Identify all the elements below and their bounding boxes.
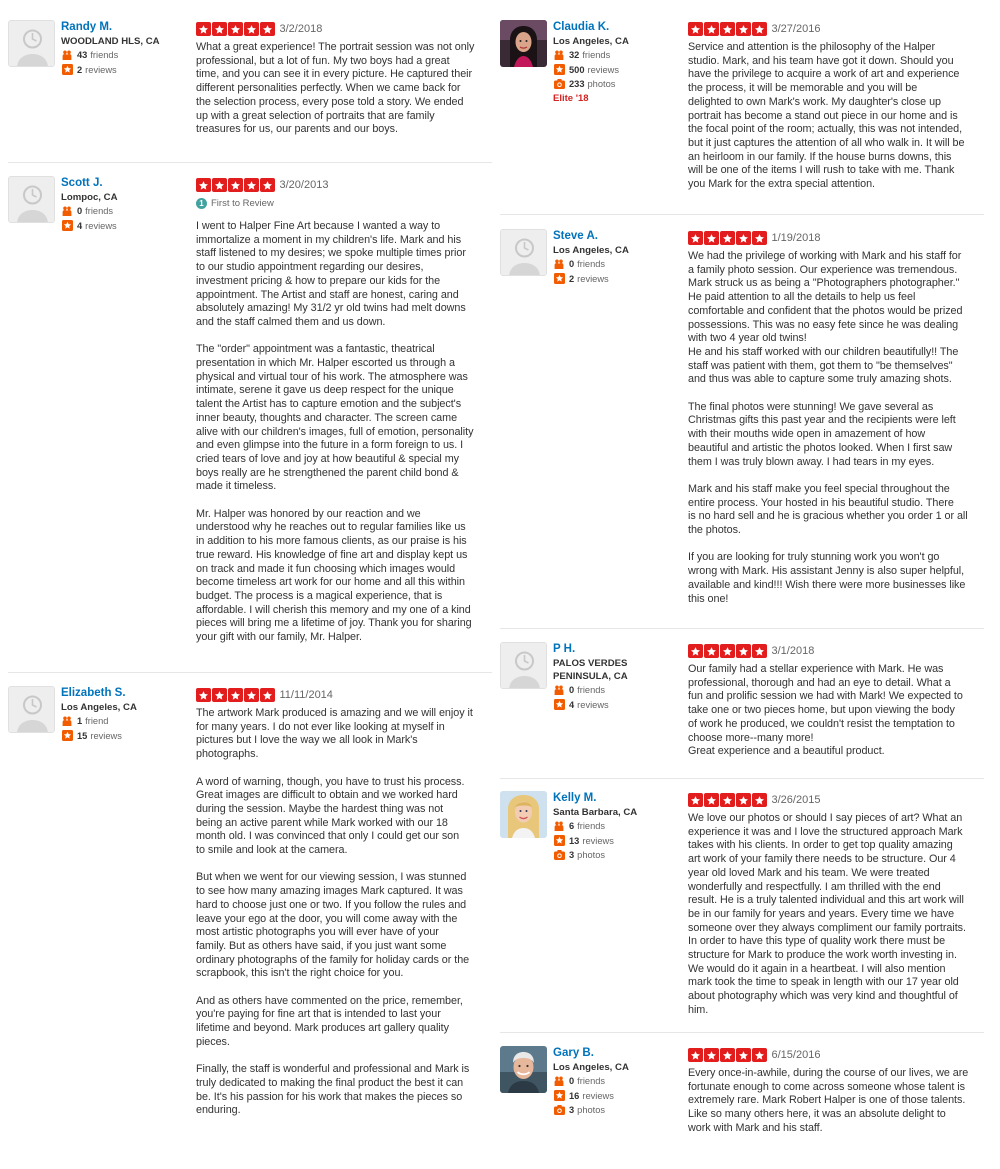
reviews-star-icon xyxy=(553,699,565,710)
user-location: Los Angeles, CA xyxy=(61,702,137,713)
user-avatar[interactable] xyxy=(8,20,55,67)
friends-stat-label: friends xyxy=(577,685,606,695)
user-avatar[interactable] xyxy=(500,1046,547,1093)
friends-stat xyxy=(61,714,196,729)
photos-stat-count: 3 xyxy=(569,1105,575,1116)
friends-stat xyxy=(61,48,196,63)
user-info xyxy=(553,791,688,863)
user-name-link[interactable]: Steve A. xyxy=(553,230,598,242)
star-icon xyxy=(260,178,275,193)
photos-stat xyxy=(553,848,688,863)
friends-stat-label: friends xyxy=(90,50,119,60)
review-divider xyxy=(500,214,984,215)
friends-stat-count: 0 xyxy=(569,685,575,695)
user-info xyxy=(553,229,688,286)
photos-stat-label: photos xyxy=(587,79,616,90)
user-avatar[interactable] xyxy=(8,686,55,733)
rating-row xyxy=(688,1046,984,1064)
review-date: 3/2/2018 xyxy=(279,23,323,35)
camera-icon xyxy=(553,850,565,860)
reviews-star-icon xyxy=(553,64,565,75)
friends-stat-label: friend xyxy=(85,716,109,726)
star-icon xyxy=(736,793,751,808)
photos-stat xyxy=(553,1103,688,1118)
star-rating xyxy=(688,1048,767,1063)
star-rating xyxy=(196,178,275,193)
star-icon xyxy=(704,22,719,37)
star-icon xyxy=(260,22,275,37)
star-icon xyxy=(228,22,243,37)
friends-stat-count: 0 xyxy=(569,1076,575,1086)
user-name-link[interactable]: P H. xyxy=(553,643,576,655)
friends-stat-count: 1 xyxy=(77,716,83,726)
camera-icon xyxy=(553,79,565,89)
user-info xyxy=(61,20,196,77)
star-icon xyxy=(688,1048,703,1063)
review-divider xyxy=(8,162,492,163)
review-text: Our family had a stellar experience with Mark. He was professional, thorough and had an eye to detail. What a fun and prolific session we had with Mark! We expected to take one or two pieces home, but upon viewing the body of work he produced, we couldn't resist the temptation to choose more--many more! Great experience and a beautiful product. xyxy=(688,663,963,758)
star-icon xyxy=(244,688,259,703)
friends-icon xyxy=(553,259,565,270)
review-text: I went to Halper Fine Art because I wanted a way to immortalize a moment in my children's life. Mark and his staff listened to my desires; we spoke multiple times prior to our studio appointment regarding our desires, investment pricing & how to prepare our kids for the appointment. The Artist and staff are honest, caring and absolutely amazing! My 31/2 yr old twins had melt downs and the staff calmed them and us down. The "order" appointment was a fantastic, theatrical presentation in which Mr. Halper escorted us through a physical and virtual tour of his work. The atmosphere was intimate, serene it gave us deep respect for the unique talent the Artist has to capture emotion and the subject's inner beauty, thoughts and character. The screen came alive with our children's images, full of emotion, personality and even glimpse into the future in a form foreign to us. I cried tears of love and joy at how beautiful & special my boys really are he strengthened the parent child bond & made it timeless. Mr. Halper was honored by our reaction and we understood why he reaches out to regular families like us in addition to his more famous clients, as our praise is his true reward. His knowledge of fine art and display kept us on track and made it fun choosing which images would become timeless art work for our home and all this within budget. The process is a magical experience, that is affordable. I will cherish this memory and my one of a kind pieces will bring me a lifetime of joy. Thank you for sharing your gift with our family, Mr. Halper. xyxy=(196,220,474,644)
user-name-link[interactable]: Elizabeth S. xyxy=(61,687,126,699)
user-avatar[interactable] xyxy=(500,642,547,689)
star-icon xyxy=(212,22,227,37)
friends-stat-label: friends xyxy=(582,50,611,60)
user-avatar[interactable] xyxy=(8,176,55,223)
user-name-link[interactable]: Claudia K. xyxy=(553,21,610,33)
review-date: 11/11/2014 xyxy=(279,689,333,701)
rating-row xyxy=(688,229,984,247)
review-content xyxy=(196,20,492,137)
review-text: We had the privilege of working with Mark and his staff for a family photo session. Our experience was tremendous. Mark struck us as being a "Photographers photographer." He paid attention to all the details to help us feel comfortable and confident that the photos would be prized possessions. This was no easy fete since he was dealing with two 4 year old twins! He and his staff worked with our children beautifully!! The staff was patient with them, got them to "be themselves" and thus was able to capture some truly amazing shots. The final photos were stunning! We gave several as Christmas gifts this past year and the recipients were left with their mouths wide open in amazement of how beautiful and artistic the photos looked. When I first saw them I was truly blown away. I had tears in my eyes. Mark and his staff make you feel special throughout the entire process. Your hosted in his beautiful studio. There is no hard sell and he is gracious whether you order 1 or all the photos. If you are looking for truly stunning work you won't go wrong with Mark. His assistant Jenny is also super helpful, available and kind!!! Wish there were more businesses like this one! xyxy=(688,250,968,605)
reviews-stat-count: 13 xyxy=(569,835,580,846)
review-text: We love our photos or should I say pieces of art? What an experience it was and I love the structured approach Mark takes with his clients. In order to get top quality amazing art work of your family there needs to be structure. Our 4 year old loved Mark and his team. We were treated wonderfully and respectfully. I am thrilled with the end result. He is a truly talented individual and this art work will be in our family for years and years. Every time we have someone over they always compliment our family portraits. In order to have this type of quality work there must be structure for Mark to produce the work worth investing in. We would do it again in a heartbeat. I will also mention mark took the time to speak in length with our 17 year old about photography which was very kind and thoughtful of him. xyxy=(688,812,966,1016)
star-icon xyxy=(228,688,243,703)
star-rating xyxy=(196,688,275,703)
review-date: 6/15/2016 xyxy=(771,1049,821,1061)
review-text: What a great experience! The portrait session was not only professional, but a lot of fun. My two boys had a great time, and you can see it in every picture. He captured their different personalities perfectly. When we came back for the selection process, every pose told a story. We ended up with a great selection of portraits that are family treasures for us, our parents and our boys. xyxy=(196,41,475,136)
star-icon xyxy=(196,688,211,703)
user-location: Los Angeles, CA xyxy=(553,245,629,256)
user-info xyxy=(553,642,688,712)
reviews-stat-count: 4 xyxy=(569,699,575,710)
friends-icon xyxy=(61,206,73,217)
friends-stat-label: friends xyxy=(85,206,114,216)
user-location: PALOS VERDES PENINSULA, CA xyxy=(553,658,628,682)
star-icon xyxy=(244,178,259,193)
review-divider xyxy=(500,1032,984,1033)
star-icon xyxy=(260,688,275,703)
star-rating xyxy=(688,22,767,37)
reviews-stat-label: reviews xyxy=(582,835,614,846)
star-icon xyxy=(228,178,243,193)
review-date: 3/20/2013 xyxy=(279,179,329,191)
photos-stat-count: 233 xyxy=(569,79,585,90)
photos-stat-label: photos xyxy=(577,850,606,861)
review-date: 3/1/2018 xyxy=(771,645,815,657)
review-content xyxy=(196,176,492,645)
review-content xyxy=(196,686,492,1118)
user-info xyxy=(61,176,196,233)
user-name-link[interactable]: Gary B. xyxy=(553,1047,594,1059)
photos-stat-label: photos xyxy=(577,1105,606,1116)
star-icon xyxy=(736,231,751,246)
reviews-stat-count: 16 xyxy=(569,1090,580,1101)
review-content xyxy=(688,1046,984,1136)
friends-icon xyxy=(553,685,565,696)
reviews-stat-label: reviews xyxy=(85,64,117,75)
review-content xyxy=(688,642,984,759)
review-date: 3/27/2016 xyxy=(771,23,821,35)
user-location: Santa Barbara, CA xyxy=(553,807,638,818)
star-icon xyxy=(244,22,259,37)
reviews-stat-label: reviews xyxy=(85,220,117,231)
star-icon xyxy=(736,1048,751,1063)
star-rating xyxy=(688,644,767,659)
reviews-stat xyxy=(553,698,688,713)
reviews-stat xyxy=(553,1089,688,1104)
star-icon xyxy=(736,644,751,659)
star-icon xyxy=(688,793,703,808)
elite-badge[interactable]: Elite '18 xyxy=(553,92,589,104)
star-icon xyxy=(704,644,719,659)
star-icon xyxy=(720,231,735,246)
star-icon xyxy=(704,793,719,808)
first-to-review-label: First to Review xyxy=(211,197,274,209)
friends-stat xyxy=(553,48,688,63)
friends-stat-count: 0 xyxy=(569,259,575,269)
reviews-stat xyxy=(553,834,688,849)
review-text: Every once-in-awhile, during the course of our lives, we are fortunate enough to come across someone whose talent is extremely rare. Mark Robert Halper is one of those talents. Like so many others here, it was an absolute delight to work with Mark and his staff. xyxy=(688,1067,969,1134)
friends-icon xyxy=(61,716,73,727)
user-avatar[interactable] xyxy=(500,229,547,276)
rating-row xyxy=(688,20,984,38)
user-location: Los Angeles, CA xyxy=(553,1062,629,1073)
rating-row xyxy=(688,642,984,660)
star-icon xyxy=(752,1048,767,1063)
star-icon xyxy=(752,644,767,659)
star-rating xyxy=(196,22,275,37)
friends-stat-label: friends xyxy=(577,1076,606,1086)
reviews-stat-count: 15 xyxy=(77,730,88,741)
star-rating xyxy=(688,231,767,246)
photos-stat-count: 3 xyxy=(569,850,575,861)
review-content xyxy=(688,20,984,192)
reviews-star-icon xyxy=(553,835,565,846)
star-icon xyxy=(704,1048,719,1063)
star-icon xyxy=(212,688,227,703)
friends-stat-label: friends xyxy=(577,821,606,831)
camera-icon xyxy=(553,1105,565,1115)
reviews-stat xyxy=(61,729,196,744)
user-location: WOODLAND HLS, CA xyxy=(61,36,160,47)
star-rating xyxy=(688,793,767,808)
star-icon xyxy=(196,178,211,193)
star-icon xyxy=(212,178,227,193)
rating-row xyxy=(196,686,492,704)
friends-stat xyxy=(553,819,688,834)
user-info xyxy=(553,20,688,106)
review-divider xyxy=(500,628,984,629)
user-info xyxy=(553,1046,688,1118)
star-icon xyxy=(752,793,767,808)
review-content xyxy=(688,791,984,1018)
star-icon xyxy=(688,22,703,37)
review-date: 1/19/2018 xyxy=(771,232,821,244)
reviews-stat-count: 2 xyxy=(77,64,83,75)
reviews-star-icon xyxy=(61,730,73,741)
rating-row xyxy=(196,20,492,38)
star-icon xyxy=(196,22,211,37)
friends-icon xyxy=(553,50,565,61)
friends-stat-label: friends xyxy=(577,259,606,269)
star-icon xyxy=(688,644,703,659)
star-icon xyxy=(720,793,735,808)
user-name-link[interactable]: Kelly M. xyxy=(553,792,597,804)
reviews-stat-count: 4 xyxy=(77,220,83,231)
reviews-stat xyxy=(61,63,196,78)
reviews-stat xyxy=(553,272,688,287)
star-icon xyxy=(704,231,719,246)
review-content xyxy=(688,229,984,606)
friends-stat-count: 43 xyxy=(77,50,88,60)
reviews-stat xyxy=(61,219,196,234)
friends-stat xyxy=(61,204,196,219)
friends-stat-count: 0 xyxy=(77,206,83,216)
user-name-link[interactable]: Randy M. xyxy=(61,21,113,33)
reviews-stat-label: reviews xyxy=(582,1090,614,1101)
review-date: 3/26/2015 xyxy=(771,794,821,806)
friends-icon xyxy=(61,50,73,61)
friends-stat xyxy=(553,683,688,698)
reviews-stat-label: reviews xyxy=(577,699,609,710)
user-location: Lompoc, CA xyxy=(61,192,118,203)
reviews-star-icon xyxy=(553,273,565,284)
first-to-review-badge xyxy=(196,196,492,210)
star-icon xyxy=(752,22,767,37)
review-divider xyxy=(8,672,492,673)
review-divider xyxy=(500,778,984,779)
reviews-stat-count: 2 xyxy=(569,273,575,284)
star-icon xyxy=(720,644,735,659)
review-text: Service and attention is the philosophy of the Halper studio. Mark, and his team have got it down. Should you have the privilege to acquire a work of art and experience the process, it will be memorable and you will be delighted to own Mark's work. My daughter's close up portrait has become a stand out piece in our home and is the focal point of the room; actually, this was not intended, but it just captures the attention of all who walk in. It will be an heirloom in our family. If the house burns downs, this will be one of the items I will rush to take with me. Thank you Mark for the extra special attention. xyxy=(688,41,965,191)
rating-row xyxy=(196,176,492,194)
reviews-star-icon xyxy=(61,64,73,75)
user-name-link[interactable]: Scott J. xyxy=(61,177,103,189)
star-icon xyxy=(720,22,735,37)
star-icon xyxy=(720,1048,735,1063)
user-info xyxy=(61,686,196,743)
photos-stat xyxy=(553,77,688,92)
first-review-icon: 1 xyxy=(196,198,207,209)
user-avatar[interactable] xyxy=(500,791,547,838)
friends-icon xyxy=(553,821,565,832)
star-icon xyxy=(752,231,767,246)
review-text: The artwork Mark produced is amazing and we will enjoy it for many years. I do not ever like looking at myself in pictures but I love the way we all look in Mark's photographs. A word of warning, though, you have to trust his process. Great images are difficult to obtain and we worked hard during the session. Maybe the hardest thing was not being an active parent while Mark worked with our 18 month old. I was convinced that only I could get our son to smile and look at the camera. But when we went for our viewing session, I was stunned to see how many amazing images Mark captured. It was hard to choose just one or two. If you follow the rules and leave your ego at the door, you will come away with the most artistic photographs you will ever have of your family. But as others have said, if you just want some ordinary photographs of the family for holiday cards or the scrapbook, this isn't the right choice for you. And as others have commented on the price, remember, you're paying for fine art that is intended to last your lifetime and beyond. Mark produces art gallery quality pieces. Finally, the staff is wonderful and professional and Mark is truly dedicated to making the final product the best it can be. It's his passion for his work that makes the pieces so enduring. xyxy=(196,707,473,1117)
reviews-stat-label: reviews xyxy=(90,730,122,741)
reviews-star-icon xyxy=(553,1090,565,1101)
friends-stat-count: 32 xyxy=(569,50,580,60)
friends-stat xyxy=(553,1074,688,1089)
friends-stat xyxy=(553,257,688,272)
reviews-stat-count: 500 xyxy=(569,64,585,75)
rating-row xyxy=(688,791,984,809)
star-icon xyxy=(736,22,751,37)
user-location: Los Angeles, CA xyxy=(553,36,629,47)
star-icon xyxy=(688,231,703,246)
reviews-stat xyxy=(553,63,688,78)
reviews-stat-label: reviews xyxy=(577,273,609,284)
friends-stat-count: 6 xyxy=(569,821,575,831)
reviews-star-icon xyxy=(61,220,73,231)
friends-icon xyxy=(553,1076,565,1087)
reviews-stat-label: reviews xyxy=(587,64,620,75)
user-avatar[interactable] xyxy=(500,20,547,67)
